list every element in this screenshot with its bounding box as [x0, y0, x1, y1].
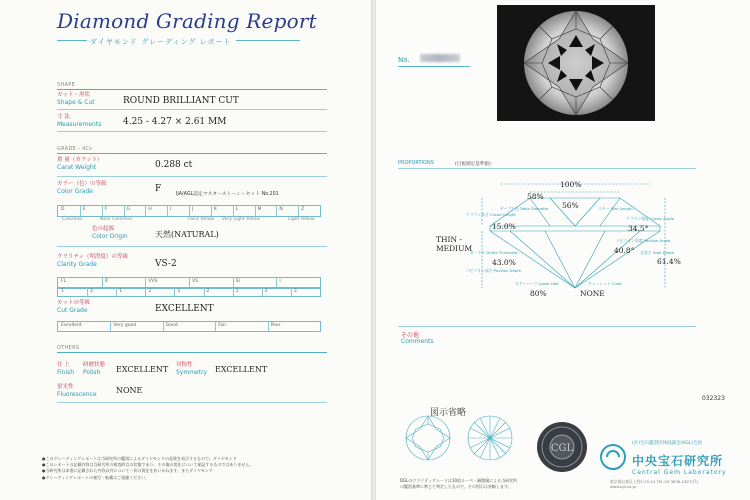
- fluorescence-label: 蛍光性 Fluorescence: [57, 384, 97, 398]
- prop-crown-angle: 34.5°: [628, 224, 649, 233]
- scale-tick-label: M: [257, 207, 262, 212]
- scale-tick-label: SI: [235, 279, 240, 284]
- caption-crown-height: クラウン高さ Crown Height: [466, 212, 516, 217]
- prop-table: 58%: [527, 192, 544, 201]
- report-subtitle: ダイヤモンド グレーディング レポート: [90, 38, 232, 46]
- measurements-label: 寸 法 Measurements: [57, 114, 102, 128]
- color-scale-label: Faint Yellow: [188, 217, 215, 222]
- scale-divider: [145, 288, 146, 296]
- caption-table: テーブル径 Table Diameter: [500, 206, 549, 211]
- scale-tick-label: Poor: [270, 323, 281, 328]
- symmetry-value: EXCELLENT: [215, 365, 268, 374]
- scale-divider: [233, 206, 234, 216]
- color-label: カラー（色）の等級 Color Grade: [57, 181, 107, 195]
- scale-divider: [145, 206, 146, 216]
- color-origin-value: 天然(NATURAL): [155, 230, 219, 239]
- symmetry-label: 対称性 Symmetry: [176, 362, 208, 376]
- scale-tick-label: 1: [61, 289, 64, 294]
- caption-lower-half: ロアーハーフ Lower Half: [515, 281, 559, 286]
- row-rule: [57, 176, 327, 177]
- scale-tick-label: 2: [90, 289, 93, 294]
- color-scale-label: Light Yellow: [288, 217, 315, 222]
- scale-tick-label: 1: [177, 289, 181, 294]
- report-number-label: No.: [398, 56, 410, 64]
- proportions-rule: [398, 168, 696, 169]
- scale-tick-label: VVS: [148, 279, 158, 284]
- scale-divider: [102, 206, 103, 216]
- color-scale: [57, 205, 321, 217]
- color-scale-label: Colorless: [62, 217, 83, 222]
- scale-tick-label: I: [279, 279, 281, 284]
- finish-label: 仕 上 Finish: [57, 362, 75, 376]
- scale-divider: [276, 206, 277, 216]
- clarity-note-line: DGLのクラリティグレードは10倍ルーペ・顕微鏡による当研究所: [400, 478, 518, 483]
- scale-tick-label: Z: [301, 207, 305, 212]
- scale-tick-label: H: [148, 207, 152, 212]
- left-page: [0, 0, 373, 500]
- scale-divider: [116, 288, 117, 296]
- prop-star: 56%: [562, 201, 579, 210]
- fluorescence-value: NONE: [116, 386, 143, 395]
- section-rule: [57, 352, 327, 353]
- scale-divider: [298, 206, 299, 216]
- scale-tick-label: 3: [293, 289, 297, 294]
- scale-divider: [163, 322, 164, 331]
- proportion-diagram: [470, 176, 680, 296]
- shape-label: カット・形状 Shape & Cut: [57, 92, 95, 106]
- lab-name-jp: 中央宝石研究所: [632, 454, 724, 468]
- clarity-note: [400, 478, 600, 490]
- cgl-logo-icon: [598, 442, 628, 472]
- prop-total-width: 100%: [560, 180, 582, 189]
- scale-divider: [262, 288, 263, 296]
- scale-tick-label: G: [126, 207, 130, 212]
- scale-divider: [110, 322, 111, 331]
- shape-value: ROUND BRILLIANT CUT: [123, 96, 239, 106]
- scale-tick-label: IF: [104, 279, 109, 284]
- svg-text:CGL: CGL: [550, 443, 574, 454]
- measurements-value: 4.25 - 4.27 × 2.61 MM: [123, 117, 227, 127]
- color-master-note: IJA/AGL認定マスターストーン・セット No.201: [176, 192, 279, 197]
- proportions-note: (目視測定基準値): [455, 162, 491, 167]
- scale-tick-label: VS: [192, 279, 198, 284]
- scale-divider: [189, 206, 190, 216]
- clarity-value: VS-2: [155, 259, 177, 269]
- clarity-label: クラリティ（明澄度）の等級 Clarity Grade: [57, 254, 128, 268]
- row-rule: [57, 246, 327, 247]
- prop-total-depth: 61.4%: [657, 257, 681, 266]
- scale-divider: [291, 288, 292, 296]
- caption-culet: キューレット Culet: [588, 281, 622, 286]
- scale-tick-label: 2: [148, 289, 152, 294]
- section-others: OTHERS: [57, 345, 80, 351]
- serial-number: 032323: [702, 395, 725, 402]
- carat-value: 0.288 ct: [155, 160, 193, 170]
- diamond-photo: [497, 5, 655, 121]
- scale-divider: [80, 206, 81, 216]
- scale-divider: [167, 206, 168, 216]
- lab-name-en: Central Gem Laboratory: [632, 469, 727, 476]
- scale-tick-label: K: [213, 207, 217, 212]
- scale-tick-label: L: [235, 207, 239, 212]
- scale-tick-label: E: [82, 207, 86, 212]
- scale-tick-label: 1: [235, 289, 239, 294]
- caption-star: スター Star Length: [598, 206, 633, 211]
- color-value: F: [155, 184, 162, 194]
- cut-scale: [57, 321, 321, 332]
- section-rule: [57, 153, 327, 154]
- scale-divider: [87, 288, 88, 296]
- proportions-label: PROPORTIONS: [398, 160, 434, 166]
- footnote-line: ●このグレーディングレポートは当研究所の鑑別によるダイヤモンドの品質を表示するもので、ダイヤモンド: [42, 456, 237, 461]
- scale-tick-label: 2: [264, 289, 268, 294]
- scale-tick-label: J: [192, 207, 194, 212]
- scale-tick-label: 1: [119, 289, 123, 294]
- cut-value: EXCELLENT: [155, 304, 214, 314]
- prop-culet: NONE: [580, 289, 605, 298]
- footnote-line: ●当研究所は本書に記載された内容以外について一切の責任を負いかねます。またダイヤモンド: [42, 468, 214, 474]
- comments-label-en: Comments: [401, 338, 434, 345]
- row-rule: [57, 131, 327, 132]
- scale-divider: [211, 206, 212, 216]
- footnote-line: ●グレーディングレポートの複写・転載はご遠慮ください。: [42, 474, 150, 480]
- prop-pavilion-angle: 40.8°: [614, 246, 635, 255]
- scale-divider: [215, 322, 216, 331]
- scale-tick-label: Very good: [113, 323, 137, 328]
- illustration-title: 図示省略: [430, 408, 467, 418]
- scale-tick-label: Excellent: [61, 323, 82, 328]
- lab-address-line: 東京都台東区上野5-15-14 TEL.03-3836-1627(代): [610, 479, 699, 484]
- subtitle-rule-left: [57, 40, 87, 41]
- caption-girdle: ガードル Girdle Thickness: [470, 250, 518, 255]
- clarity-plot-diagrams: [398, 414, 528, 462]
- scale-tick-label: N: [279, 207, 283, 212]
- section-shape: SHAPE: [57, 82, 76, 88]
- comments-rule: [398, 326, 696, 327]
- caption-crown-angle: クラウン角度 Crown Angle: [626, 216, 674, 221]
- caption-total-depth: 全深さ Total Depth: [640, 250, 675, 255]
- scale-tick-label: F: [104, 207, 108, 212]
- color-scale-label: Near Colorless: [100, 217, 133, 222]
- scale-tick-label: Fair: [218, 323, 227, 328]
- report-title: Diamond Grading Report: [57, 9, 317, 33]
- polish-label: 研磨状態 Polish: [83, 362, 106, 376]
- prop-lower-half: 80%: [530, 289, 547, 298]
- carat-label: 重 量（カラット） Carat Weight: [57, 157, 103, 171]
- report-number-redacted: [420, 54, 460, 62]
- row-rule: [57, 109, 327, 110]
- scale-tick-label: 2: [206, 289, 210, 294]
- section-grade: GRADE - 4Cs: [57, 146, 93, 152]
- scale-divider: [255, 206, 256, 216]
- comments-label-jp: その他: [401, 332, 420, 339]
- scale-divider: [233, 288, 234, 296]
- prop-girdle: THIN - MEDIUM: [436, 235, 473, 253]
- footnotes: [42, 456, 372, 481]
- embossed-seal: [535, 420, 589, 474]
- polish-value: EXCELLENT: [116, 365, 169, 374]
- cut-label: カットの等級 Cut Grade: [57, 300, 90, 314]
- clarity-scale-numbers: [57, 287, 321, 297]
- color-origin-label: 色の起源 Color Origin: [92, 226, 128, 240]
- scale-divider: [124, 206, 125, 216]
- clarity-note-line: の鑑別基準に準じて判定したもので、その図示は省略します。: [400, 484, 512, 490]
- footnote-line: ●このレポートの記載内容は当研究所の検査時点の状態であり、その後の変化について保証するものではありません。: [42, 462, 254, 468]
- prop-pavilion-depth: 43.0%: [492, 258, 516, 267]
- prop-crown-height: 15.0%: [492, 222, 516, 231]
- lab-address: [610, 479, 698, 489]
- row-rule: [57, 402, 327, 403]
- subtitle-rule-right: [236, 40, 300, 41]
- color-scale-label: Very Light Yellow: [222, 217, 260, 222]
- lab-website: www.cgl.co.jp: [610, 484, 636, 489]
- scale-divider: [268, 322, 269, 331]
- caption-pavilion-angle: パビリオン角度 Pavilion Angle: [616, 238, 671, 243]
- scale-divider: [174, 288, 175, 296]
- report-number-rule: [398, 66, 470, 67]
- scale-divider: [204, 288, 205, 296]
- scale-tick-label: I: [170, 207, 172, 212]
- caption-pavilion-depth: パビリオン深さ Pavilion Depth: [466, 268, 522, 273]
- lab-association: (社)宝石鑑別団体協議会(AGL)会員: [632, 441, 703, 446]
- section-rule: [57, 89, 327, 90]
- scale-tick-label: Good: [165, 323, 178, 328]
- scale-tick-label: D: [61, 207, 65, 212]
- scale-tick-label: FL: [61, 279, 67, 284]
